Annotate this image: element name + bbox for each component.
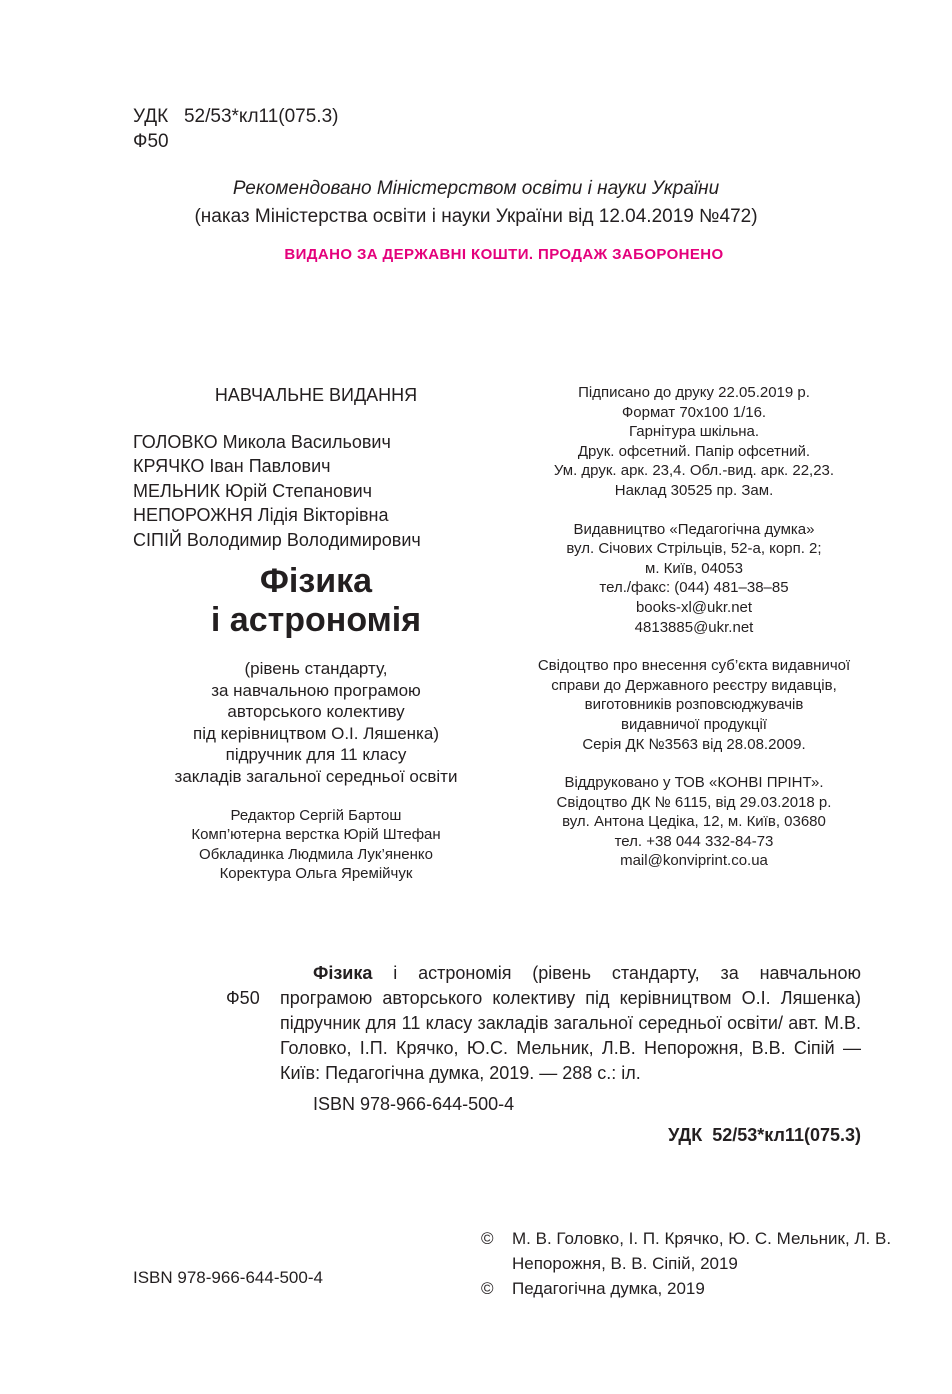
printer-info [505,773,883,871]
authors-list [110,430,522,552]
publisher-line: вул. Січових Стрільців, 52-а, корп. 2; [566,540,822,558]
certificate-info [505,656,883,754]
publisher-line: м. Київ, 04053 [645,559,743,577]
author: МЕЛЬНИК Юрій Степанович [133,480,373,501]
printer-line: Віддруковано у ТОВ «КОНВІ ПРІНТ». [564,774,824,792]
subtitle-line: (рівень стандарту, [244,659,388,679]
catalog-title: Фізика [313,963,373,983]
author: ГОЛОВКО Микола Васильович [133,432,391,452]
copyright-row [481,1226,901,1276]
book-subtitle [110,658,522,788]
print-info [505,383,883,501]
catalog-card [226,961,861,1148]
free-distribution-notice: ВИДАНО ЗА ДЕРЖАВНІ КОШТИ. ПРОДАЖ ЗАБОРОНЕНО [284,246,724,263]
recommendation-line-2: (наказ Міністерства освіти і науки України від 12.04.2019 №472) [194,206,758,227]
certificate-line: Свідоцтво про внесення суб’єкта видавничої [537,657,851,675]
catalog-description [280,961,861,1086]
copyright-icon: © [481,1229,494,1248]
staff-line: Комп’ютерна верстка Юрій Штефан [191,826,441,844]
udk-header [133,104,338,154]
certificate-line: справи до Державного реєстру видавців, [551,676,837,694]
print-info-line: Друк. офсетний. Папір офсетний. [577,442,811,460]
publisher-line: тел./факс: (044) 481–38–85 [599,579,789,597]
catalog-isbn: ISBN 978-966-644-500-4 [313,1094,515,1114]
certificate-line: Серія ДК №3563 від 28.08.2009. [582,735,806,753]
udk-code: УДК 52/53*кл11(075.3) [133,106,339,127]
catalog-code: Ф50 [226,988,260,1008]
catalog-udk: УДК 52/53*кл11(075.3) [668,1125,861,1145]
publisher-info [505,520,883,638]
print-info-line: Ум. друк. арк. 23,4. Обл.-вид. арк. 22,23. [553,462,835,480]
printer-line: тел. +38 044 332-84-73 [614,832,774,850]
author: НЕПОРОЖНЯ Лідія Вікторівна [133,505,389,526]
staff-line: Обкладинка Людмила Лук’яненко [199,845,433,863]
book-title-line-2: і астрономія [210,601,422,640]
print-info-line: Наклад 30525 пр. Зам. [614,481,774,499]
recommendation [0,175,952,231]
print-info-line: Формат 70x100 1/16. [621,403,767,421]
subtitle-line: за навчальною програмою [211,680,421,700]
publisher-line: Видавництво «Педагогічна думка» [573,520,815,538]
copyright-row [481,1276,901,1301]
publisher-line: books-xl@ukr.net [635,598,753,616]
subtitle-line: підручник для 11 класу [225,745,407,765]
recommendation-line-1: Рекомендовано Міністерством освіти і науки України [232,178,720,199]
copyright-text: М. В. Головко, І. П. Крячко, Ю. С. Мельник, Л. В. Непорожня, В. В. Сіпій, 2019 [512,1229,892,1273]
edition-type: НАВЧАЛЬНЕ ВИДАННЯ [214,385,418,405]
staff-line: Коректура Ольга Яремійчук [219,865,413,883]
bbk-code: Ф50 [133,131,169,152]
catalog-text: і астрономія (рівень стандарту, за навчальною програмою авторського колективу під керівництвом О.І. Ляшенка) підручник для 11 класу закладів загальної середньої освіти/ авт. М.В. Головко, І.П. Крячко, Ю.С. Мельник, Л.В. Непорожня, В.В. Сіпій — Київ: Педагогічна думка, 2019. — 288 с.: іл. [280,963,861,1083]
certificate-line: видавничої продукції [621,715,767,733]
copyright-text: Педагогічна думка, 2019 [512,1279,705,1298]
book-title [110,562,522,640]
isbn: ISBN 978-966-644-500-4 [133,1268,323,1287]
print-info-line: Підписано до друку 22.05.2019 р. [578,384,810,401]
printer-line: Свідоцтво ДК № 6115, від 29.03.2018 р. [556,793,832,811]
staff-credits [110,806,522,884]
author: КРЯЧКО Іван Павлович [133,456,331,477]
book-title-line-1: Фізика [259,562,373,601]
print-info-line: Гарнітура шкільна. [628,423,760,441]
subtitle-line: під керівництвом О.І. Ляшенка) [193,723,439,743]
publisher-line: 4813885@ukr.net [634,618,754,636]
author: СІПІЙ Володимир Володимирович [133,529,421,550]
certificate-line: виготовників розповсюджувачів [584,696,804,714]
printer-line: mail@konviprint.co.ua [620,852,768,870]
printer-line: вул. Антона Цедіка, 12, м. Київ, 03680 [562,813,826,831]
copyright-block [481,1226,901,1301]
staff-line: Редактор Сергій Бартош [230,806,402,824]
subtitle-line: авторського колективу [227,702,405,722]
edition-column [110,382,522,884]
subtitle-line: закладів загальної середньої освіти [174,767,458,786]
copyright-icon: © [481,1279,494,1298]
imprint-column [505,383,883,890]
